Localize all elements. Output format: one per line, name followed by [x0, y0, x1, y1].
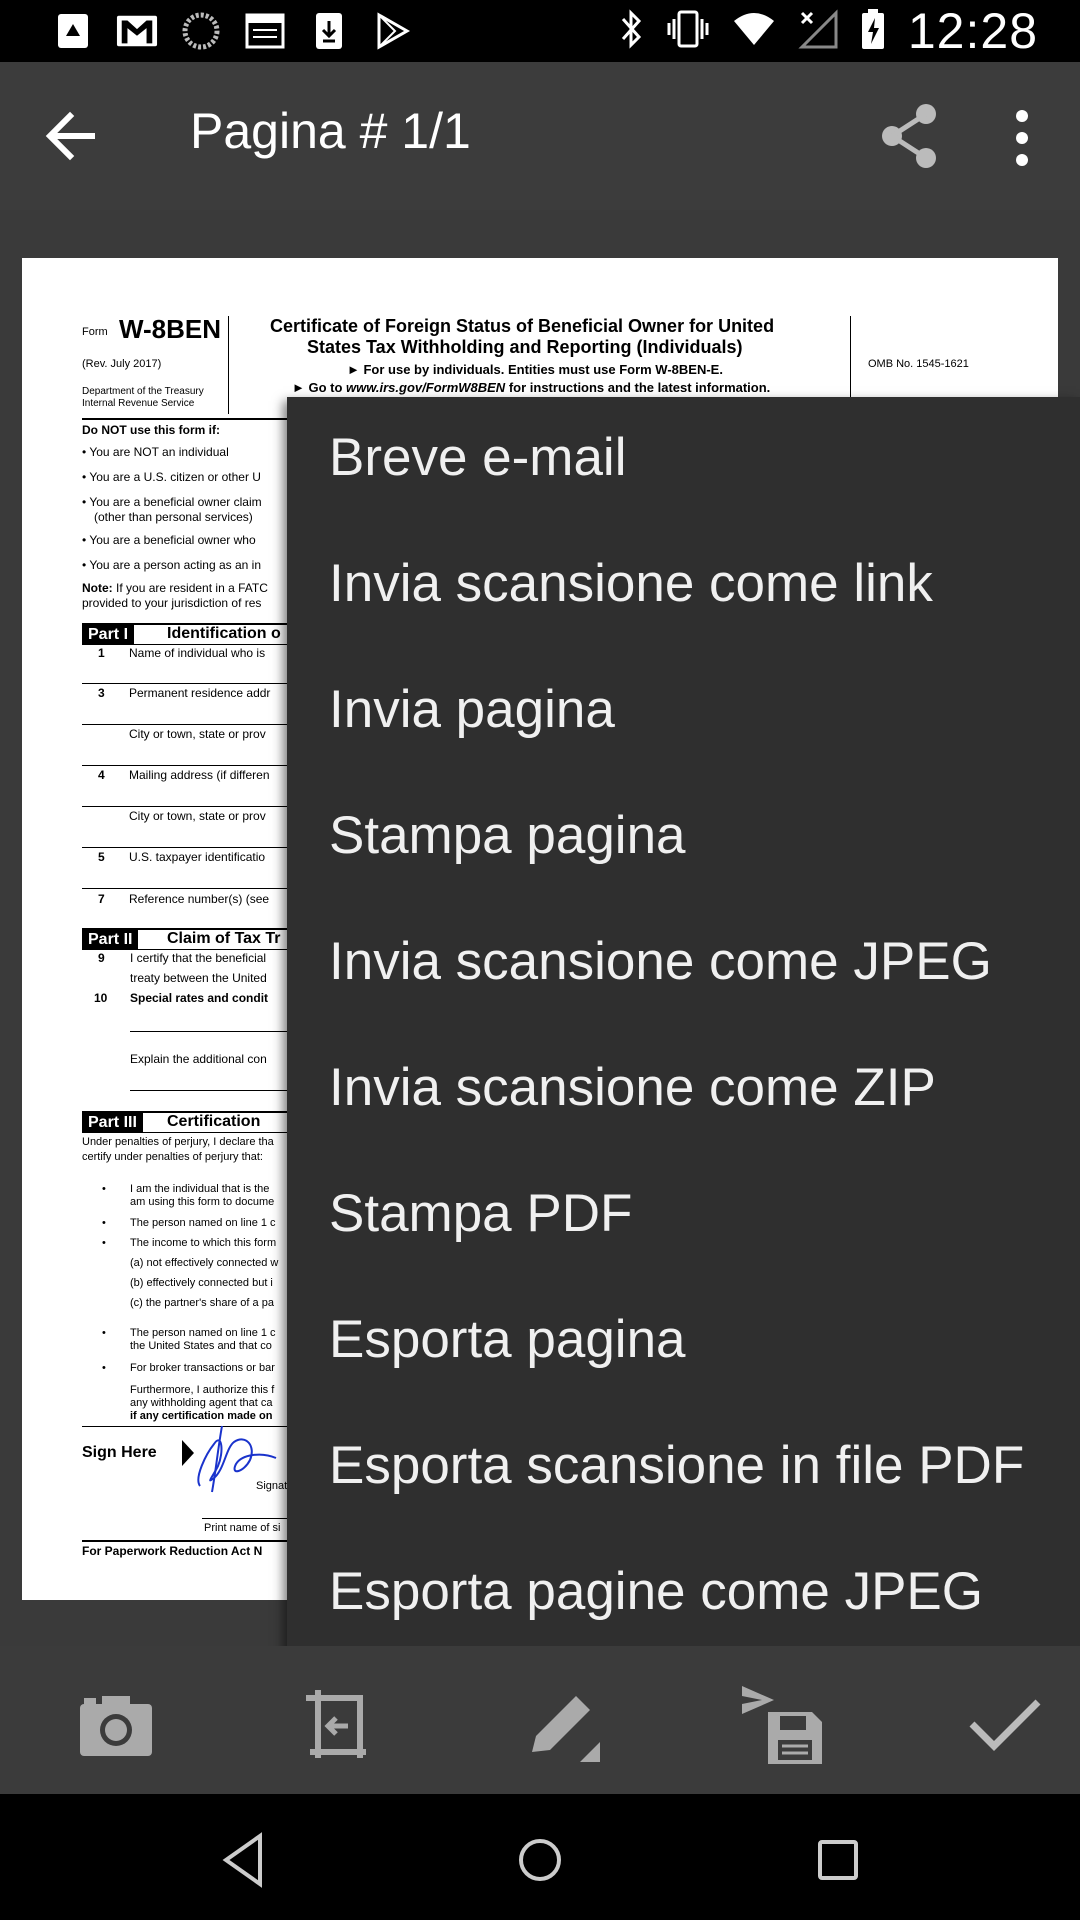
line-4b-label: City or town, state or prov [129, 809, 266, 823]
signature-label: Signat [256, 1480, 288, 1492]
cert-bullet-4b: the United States and that co [130, 1340, 272, 1352]
line-9-label: I certify that the beneficial [130, 951, 267, 965]
back-arrow-icon[interactable] [40, 106, 104, 166]
menu-item-label: Esporta scansione in file PDF [329, 1436, 1025, 1495]
furthermore-line-1: Furthermore, I authorize this f [130, 1384, 275, 1396]
send-save-icon[interactable] [740, 1682, 824, 1766]
line-9-number: 9 [98, 951, 105, 965]
cert-bullet-3c: (c) the partner's share of a pa [130, 1297, 274, 1309]
bottom-toolbar [0, 1646, 1080, 1794]
check-icon[interactable] [962, 1682, 1046, 1766]
wifi-icon [732, 11, 776, 52]
line-4-label: Mailing address (if differen [129, 768, 270, 782]
line-3-label: Permanent residence addr [129, 686, 271, 700]
line-10-number: 10 [94, 991, 108, 1005]
menu-item-label: Esporta pagina [329, 1310, 686, 1369]
line-3-number: 3 [98, 686, 105, 700]
form-subtitle-2: ► Go to www.irs.gov/FormW8BEN for instructions and the latest information. [292, 380, 771, 395]
bullet-1: • You are NOT an individual [82, 445, 229, 459]
furthermore-line-2: any withholding agent that ca [130, 1397, 273, 1409]
app-bar [0, 62, 1080, 210]
download-icon [308, 12, 350, 50]
cert-bullet-3-dot: • [102, 1237, 106, 1249]
recents-nav-icon[interactable] [808, 1830, 868, 1890]
cert-bullet-1b: am using this form to docume [130, 1196, 275, 1208]
bullet-3-continued: (other than personal services) [94, 510, 253, 524]
cert-bullet-3a: (a) not effectively connected w [130, 1257, 279, 1269]
cert-bullet-1-dot: • [102, 1183, 106, 1195]
bullet-3: • You are a beneficial owner claim [82, 495, 262, 509]
navigation-bar [0, 1794, 1080, 1920]
form-title-2: States Tax Withholding and Reporting (Individuals) [307, 337, 743, 357]
menu-item-esporta-pagina[interactable] [287, 1279, 1080, 1405]
menu-item-stampa-pagina[interactable] [287, 775, 1080, 901]
form-name: W-8BEN [119, 314, 222, 344]
do-not-use-heading: Do NOT use this form if: [82, 423, 220, 437]
menu-item-label: Stampa PDF [329, 1184, 633, 1243]
line-4-number: 4 [98, 768, 105, 782]
cert-bullet-1: I am the individual that is the [130, 1183, 270, 1195]
bullet-4: • You are a beneficial owner who [82, 533, 256, 547]
header-divider [228, 316, 229, 414]
menu-item-invia-zip[interactable] [287, 1027, 1080, 1153]
battery-charging-icon [860, 8, 886, 55]
part3-label: Part III [82, 1113, 143, 1133]
vibrate-icon [666, 9, 710, 54]
note-line: Note: If you are resident in a FATC [82, 581, 268, 595]
cert-line-2: certify under penalties of perjury that: [82, 1151, 263, 1163]
system-status [618, 3, 1038, 59]
play-store-icon [372, 12, 414, 50]
back-nav-icon[interactable] [214, 1830, 274, 1890]
menu-item-invia-pagina[interactable] [287, 649, 1080, 775]
cert-bullet-5: For broker transactions or bar [130, 1362, 275, 1374]
menu-item-invia-link[interactable] [287, 523, 1080, 649]
part2-label: Part II [82, 930, 138, 950]
cert-bullet-5-dot: • [102, 1362, 106, 1374]
dept-line-2: Internal Revenue Service [82, 398, 195, 409]
menu-item-label: Invia pagina [329, 680, 615, 739]
menu-item-label: Invia scansione come link [329, 554, 933, 613]
menu-item-label: Invia scansione come ZIP [329, 1058, 936, 1117]
form-label: Form [82, 326, 108, 338]
part3-title: Certification [167, 1113, 261, 1130]
page-title: Pagina # 1/1 [190, 103, 471, 159]
loading-icon [180, 12, 222, 50]
line-3b-label: City or town, state or prov [129, 727, 266, 741]
note-line-2: provided to your jurisdiction of res [82, 596, 262, 610]
huawei-app-icon [52, 12, 94, 50]
cert-bullet-2: The person named on line 1 c [130, 1217, 276, 1229]
line-10-label: Special rates and condit [130, 991, 269, 1005]
cert-bullet-4-dot: • [102, 1327, 106, 1339]
menu-item-label: Invia scansione come JPEG [329, 932, 992, 991]
gmail-icon [116, 12, 158, 50]
overflow-menu [287, 397, 1080, 1657]
cert-bullet-3: The income to which this form [130, 1237, 277, 1249]
edit-icon[interactable] [520, 1682, 604, 1766]
cert-bullet-3b: (b) effectively connected but i [130, 1277, 273, 1289]
menu-item-esporta-jpeg[interactable] [287, 1531, 1080, 1657]
part2-title: Claim of Tax Tr [167, 930, 281, 947]
notification-icons [52, 10, 414, 52]
dept-line-1: Department of the Treasury [82, 386, 204, 397]
crop-icon[interactable] [296, 1682, 380, 1766]
menu-item-breve-email[interactable] [287, 397, 1080, 523]
calendar-icon [244, 12, 286, 50]
cert-bullet-4: The person named on line 1 c [130, 1327, 276, 1339]
no-signal-icon [798, 9, 838, 54]
status-time: 12:28 [907, 3, 1038, 59]
part1-title: Identification o [167, 625, 281, 642]
line-1-number: 1 [98, 646, 105, 660]
line-10b-label: Explain the additional con [130, 1052, 267, 1066]
menu-item-stampa-pdf[interactable] [287, 1153, 1080, 1279]
bullet-5: • You are a person acting as an in [82, 558, 261, 572]
omb-number: OMB No. 1545-1621 [868, 358, 969, 370]
form-title-1: Certificate of Foreign Status of Beneficial Owner for United [270, 316, 775, 336]
camera-icon[interactable] [74, 1682, 158, 1766]
line-5-number: 5 [98, 850, 105, 864]
sign-here-label: Sign Here [82, 1444, 157, 1461]
line-9b-label: treaty between the United [130, 971, 267, 985]
line-7-number: 7 [98, 892, 105, 906]
bullet-2: • You are a U.S. citizen or other U [82, 470, 261, 484]
more-options-icon[interactable] [1000, 106, 1044, 170]
line-5-label: U.S. taxpayer identificatio [129, 850, 266, 864]
menu-item-label: Stampa pagina [329, 806, 686, 865]
form-rev: (Rev. July 2017) [82, 358, 162, 370]
line-1-label: Name of individual who is [129, 646, 266, 660]
cert-line-1: Under penalties of perjury, I declare tha [82, 1136, 274, 1148]
bluetooth-icon [618, 9, 644, 54]
menu-item-invia-jpeg[interactable] [287, 901, 1080, 1027]
menu-item-esporta-pdf[interactable] [287, 1405, 1080, 1531]
cert-bullet-2-dot: • [102, 1217, 106, 1229]
menu-item-label: Breve e-mail [329, 428, 627, 487]
menu-item-label: Esporta pagine come JPEG [329, 1562, 984, 1621]
form-subtitle-1: ► For use by individuals. Entities must use Form W-8BEN-E. [347, 362, 723, 377]
home-nav-icon[interactable] [510, 1830, 570, 1890]
print-name-label: Print name of si [204, 1522, 281, 1534]
furthermore-line-3: if any certification made on [130, 1410, 273, 1422]
share-icon[interactable] [878, 102, 942, 170]
status-bar [0, 0, 1080, 62]
line-7-label: Reference number(s) (see [129, 892, 270, 906]
part1-label: Part I [82, 625, 134, 645]
paperwork-notice: For Paperwork Reduction Act N [82, 1544, 263, 1558]
